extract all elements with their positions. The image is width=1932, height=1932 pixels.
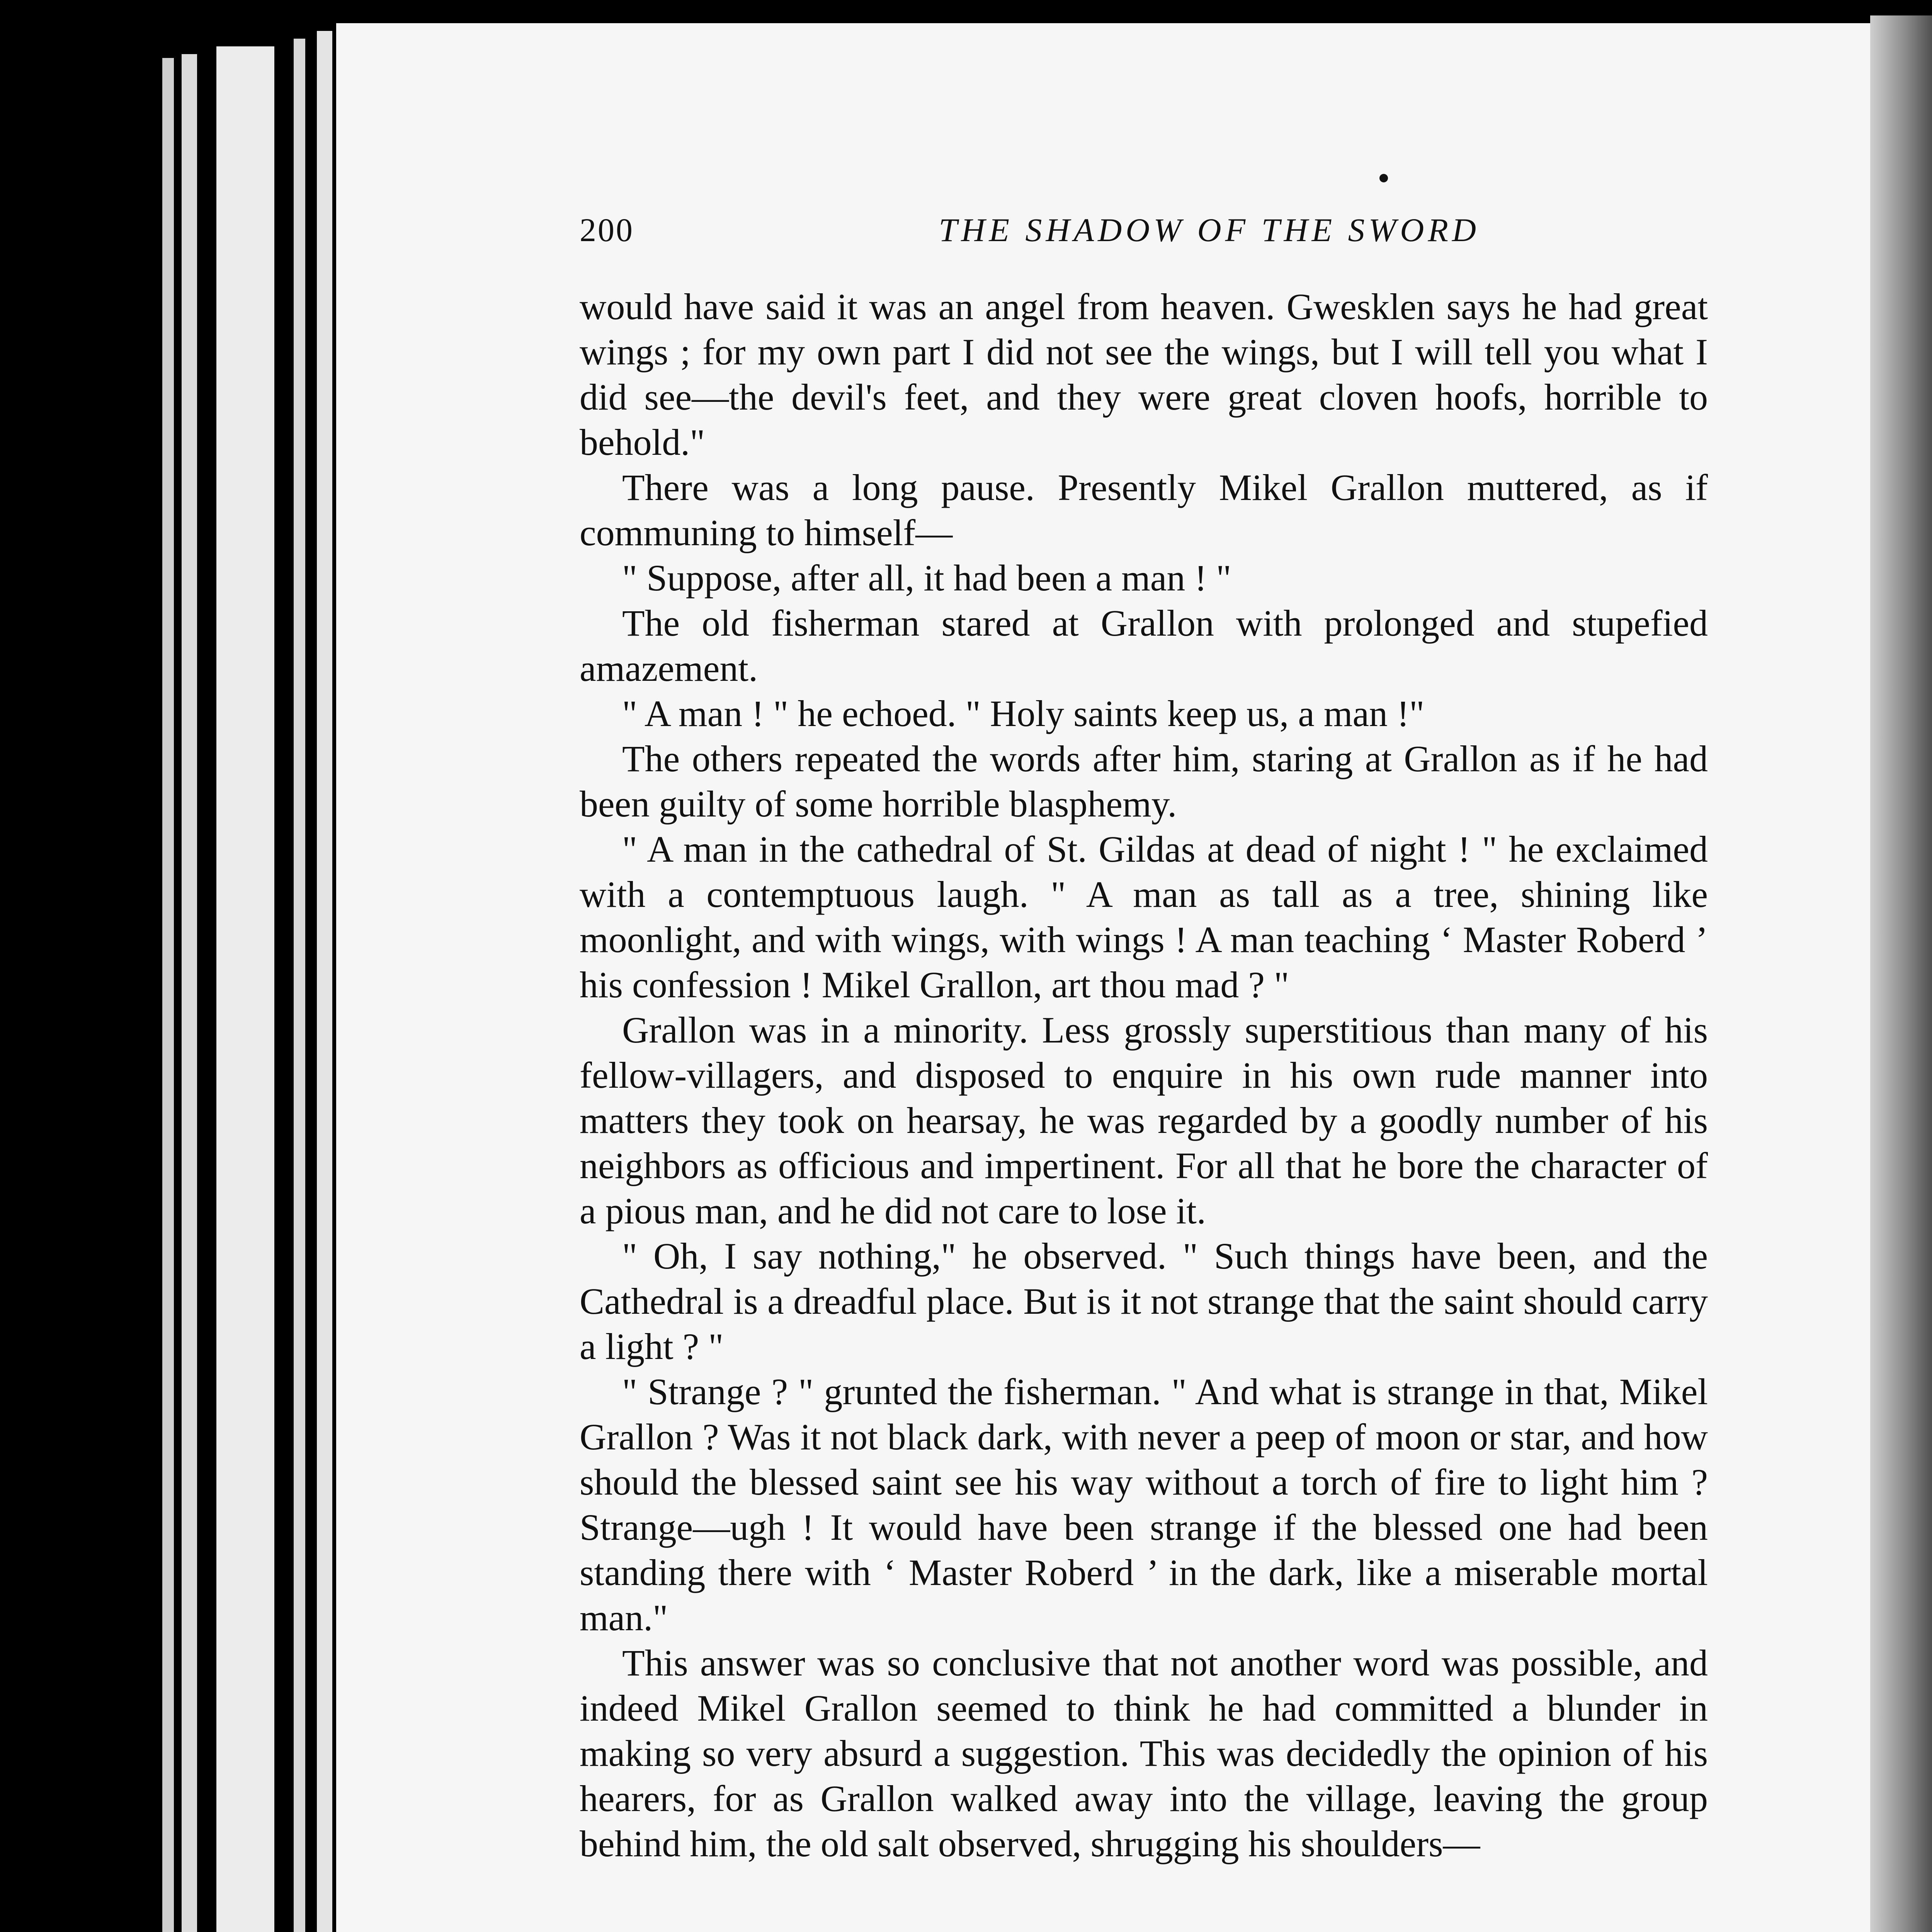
paragraph: This answer was so conclusive that not another word was possible, and indeed Mikel Grallon seemed to think he had committed a blunder in making so very absurd a suggestion. This was decidedly the opinion of his hearers, for as Grallon walked away into the village, leaving the group behind him, the old salt observed, shrugging his shoulders— <box>580 1642 1708 1864</box>
page-edge <box>294 39 305 1932</box>
paragraph: " A man ! " he echoed. " Holy saints keep us, a man !" <box>622 693 1425 734</box>
page-edge <box>216 46 274 1932</box>
body-text <box>580 284 1708 1866</box>
paragraph: " Oh, I say nothing," he observed. " Such things have been, and the Cathedral is a dreadful place. But is it not strange that the saint should carry a light ? " <box>580 1235 1708 1367</box>
page-gutter-shadow <box>1870 15 1932 1932</box>
ink-speck <box>1379 174 1388 182</box>
page-edge <box>317 31 332 1932</box>
page-edge <box>182 54 197 1932</box>
running-head: THE SHADOW OF THE SWORD <box>939 211 1480 248</box>
paragraph: Grallon was in a minority. Less grossly superstitious than many of his fellow-villagers, and disposed to enquire in his own rude manner into matters they took on hearsay, he was regarded by a goodly number of his neighbors as officious and impertinent. For all that he bore the character of a pious man, and he did not care to lose it. <box>580 1009 1708 1231</box>
page-number: 200 <box>580 211 634 248</box>
page-edge <box>162 58 174 1932</box>
paragraph: " Suppose, after all, it had been a man ! " <box>622 557 1231 599</box>
paragraph: " A man in the cathedral of St. Gildas at dead of night ! " he exclaimed with a contemptuous laugh. " A man as tall as a tree, shining like moonlight, and with wings, with wings ! A man teaching ‘ Master Roberd ’ his confession ! Mikel Grallon, art thou mad ? " <box>580 828 1708 1005</box>
paragraph: would have said it was an angel from heaven. Gwesklen says he had great wings ; for my own part I did not see the wings, but I will tell you what I did see—the devil's feet, and they were great cloven hoofs, horrible to behold." <box>580 286 1708 463</box>
paragraph: The others repeated the words after him, staring at Grallon as if he had been guilty of some horrible blasphemy. <box>580 738 1708 825</box>
paragraph: " Strange ? " grunted the fisherman. " And what is strange in that, Mikel Grallon ? Was it not black dark, with never a peep of moon or star, and how should the blessed saint see his way without a torch of fire to light him ? Strange—ugh ! It would have been strange if the blessed one had been standing there with ‘ Master Roberd ’ in the dark, like a miserable mortal man." <box>580 1371 1708 1638</box>
paragraph: The old fisherman stared at Grallon with prolonged and stupefied amazement. <box>580 602 1708 689</box>
page-header <box>580 211 1480 257</box>
paragraph: There was a long pause. Presently Mikel Grallon muttered, as if communing to himself— <box>580 467 1708 553</box>
